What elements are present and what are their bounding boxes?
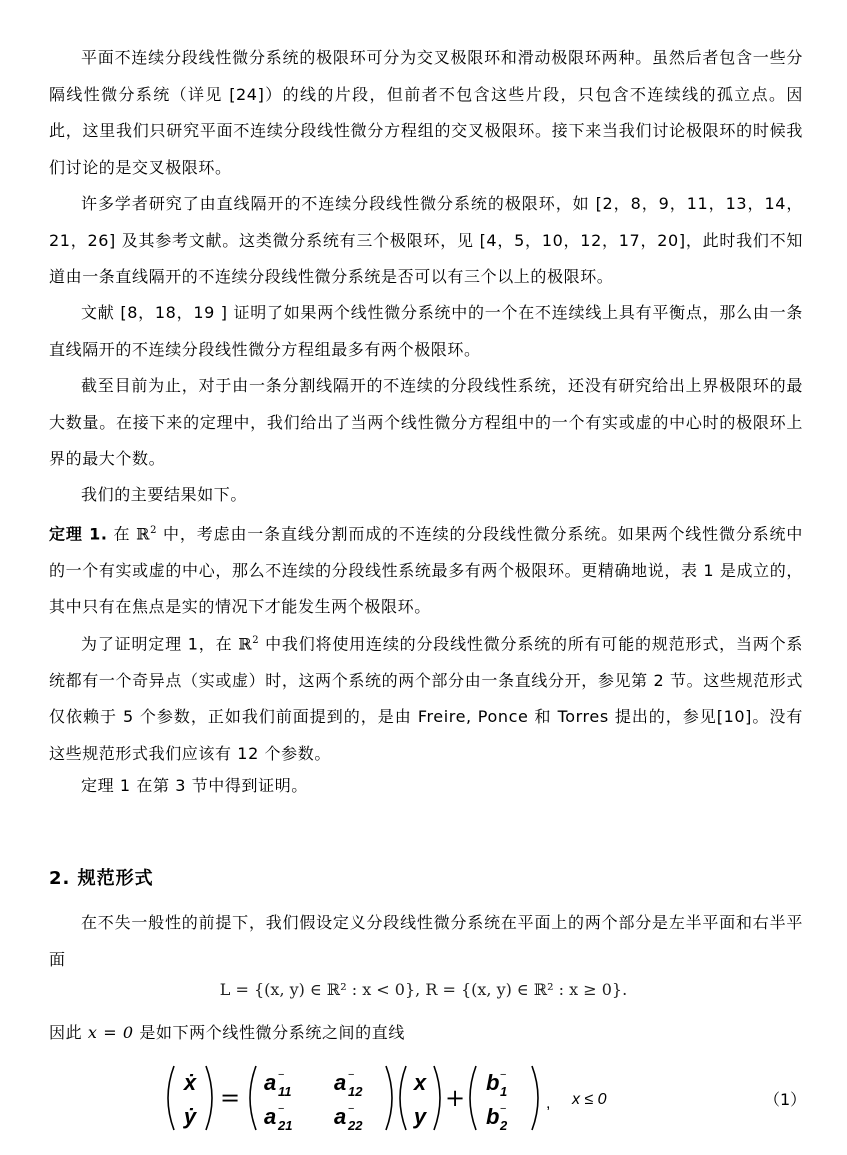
a21-superscript: −	[278, 1103, 285, 1115]
a12-symbol: a	[334, 1070, 347, 1095]
section-heading: 2. 规范形式	[49, 868, 154, 889]
vector-y: y	[413, 1104, 427, 1129]
proof-space-symbol: ℝ	[238, 634, 253, 654]
const-right-paren	[532, 1066, 538, 1130]
x-dot: ẋ	[183, 1070, 197, 1095]
vector-right-paren	[434, 1066, 440, 1130]
b1-symbol: b	[486, 1070, 500, 1095]
a22-symbol: a	[334, 1104, 347, 1129]
separation-text-post: 是如下两个线性微分系统之间的直线	[133, 1023, 405, 1042]
paragraph-upper-bound: 截至目前为止，对于由一条分割线隔开的不连续的分段线性系统，还没有研究给出上界极限环的最大数量。在接下来的定理中，我们给出了当两个线性微分方程组中的一个有实或虚的中心时的极限环上界的最大个数。	[49, 376, 803, 468]
theorem-1	[49, 513, 803, 626]
lhs-left-paren	[168, 1066, 174, 1130]
b2-subscript: 2	[500, 1118, 508, 1133]
lhs-right-paren	[206, 1066, 212, 1130]
matrix-left-paren	[250, 1066, 256, 1130]
equation-number: （1）	[764, 1090, 807, 1109]
a21-symbol: a	[264, 1104, 277, 1129]
b2-superscript: −	[500, 1103, 507, 1115]
proof-text-pre: 为了证明定理 1，在	[81, 634, 239, 654]
plus-sign: +	[444, 1084, 466, 1112]
theorem-space-exponent: 2	[150, 525, 158, 536]
matrix-right-paren	[386, 1066, 392, 1130]
proof-text-post: 中我们将使用连续的分段线性微分系统的所有可能的规范形式，当两个系统都有一个奇异点（实或虚）时，这两个系统的两个部分由一条直线分开，参见第 2 节。这些规范形式仅依赖于 5 个参数，正如我们前面提到的，是由 Freire, Ponce 和 Torres 提出的，参见[10]。没有这些规范形式我们应该有 12 个参数。	[49, 634, 803, 763]
paragraph-main-result-intro: 我们的主要结果如下。	[81, 485, 248, 504]
separation-math: x = 0	[87, 1023, 134, 1042]
a22-superscript: −	[348, 1103, 355, 1115]
paragraph-limit-cycles-intro: 平面不连续分段线性微分系统的极限环可分为交叉极限环和滑动极限环两种。虽然后者包含一些分隔线性微分系统（详见 [24]）的线的片段，但前者不包含这些片段，只包含不连续线的孤立点。因此，这里我们只研究平面不连续分段线性微分方程组的交叉极限环。接下来当我们讨论极限环的时候我们讨论的是交叉极限环。	[49, 48, 803, 177]
paragraph-references: 文献 [8，18，19 ] 证明了如果两个线性微分系统中的一个在不连续线上具有平衡点，那么由一条直线隔开的不连续分段线性微分方程组最多有两个极限环。	[49, 303, 803, 359]
a11-symbol: a	[264, 1070, 277, 1095]
proof-space-exponent: 2	[252, 635, 260, 646]
a21-subscript: 21	[278, 1118, 293, 1133]
a11-superscript: −	[278, 1069, 285, 1081]
paragraph-separation-line	[49, 1015, 803, 1052]
equation-half-planes: L = {(x, y) ∈ ℝ² : x < 0}, R = {(x, y) ∈ ℝ² : x ≥ 0}.	[219, 980, 628, 999]
linear-system-equation	[160, 1058, 660, 1138]
system-condition: x ≤ 0	[572, 1091, 607, 1108]
separation-text-pre: 因此	[49, 1023, 88, 1042]
b1-subscript: 1	[500, 1084, 508, 1099]
y-dot: ẏ	[183, 1104, 197, 1129]
a12-superscript: −	[348, 1069, 355, 1081]
theorem-text-post: 中，考虑由一条直线分割而成的不连续的分段线性微分系统。如果两个线性微分系统中的一个有实或虚的中心，那么不连续的分段线性系统最多有两个极限环。更精确地说，表 1 是成立的，其中只有在焦点是实的情况下才能发生两个极限环。	[49, 524, 803, 617]
paragraph-literature: 许多学者研究了由直线隔开的不连续分段线性微分系统的极限环，如 [2，8，9，11，13，14，21，26] 及其参考文献。这类微分系统有三个极限环，见 [4，5，10，12，17，20]，此时我们不知道由一条直线隔开的不连续分段线性微分系统是否可以有三个以上的极限环。	[49, 194, 803, 286]
b1-superscript: −	[500, 1069, 507, 1081]
theorem-text-pre: 在	[107, 524, 137, 544]
paragraph-proof-approach	[49, 623, 803, 772]
paragraph-proof-location: 定理 1 在第 3 节中得到证明。	[81, 776, 308, 795]
const-left-paren	[470, 1066, 476, 1130]
equals-sign: =	[219, 1084, 241, 1112]
trailing-comma: ,	[546, 1095, 551, 1112]
theorem-space-symbol: ℝ	[136, 524, 151, 544]
vector-left-paren	[400, 1066, 406, 1130]
a12-subscript: 12	[348, 1084, 363, 1099]
a11-subscript: 11	[278, 1084, 292, 1099]
vector-x: x	[413, 1070, 427, 1095]
theorem-label: 定理 1.	[49, 524, 108, 544]
b2-symbol: b	[486, 1104, 500, 1129]
paragraph-half-planes: 在不失一般性的前提下，我们假设定义分段线性微分系统在平面上的两个部分是左半平面和右半平面	[49, 913, 803, 969]
a22-subscript: 22	[348, 1118, 363, 1133]
